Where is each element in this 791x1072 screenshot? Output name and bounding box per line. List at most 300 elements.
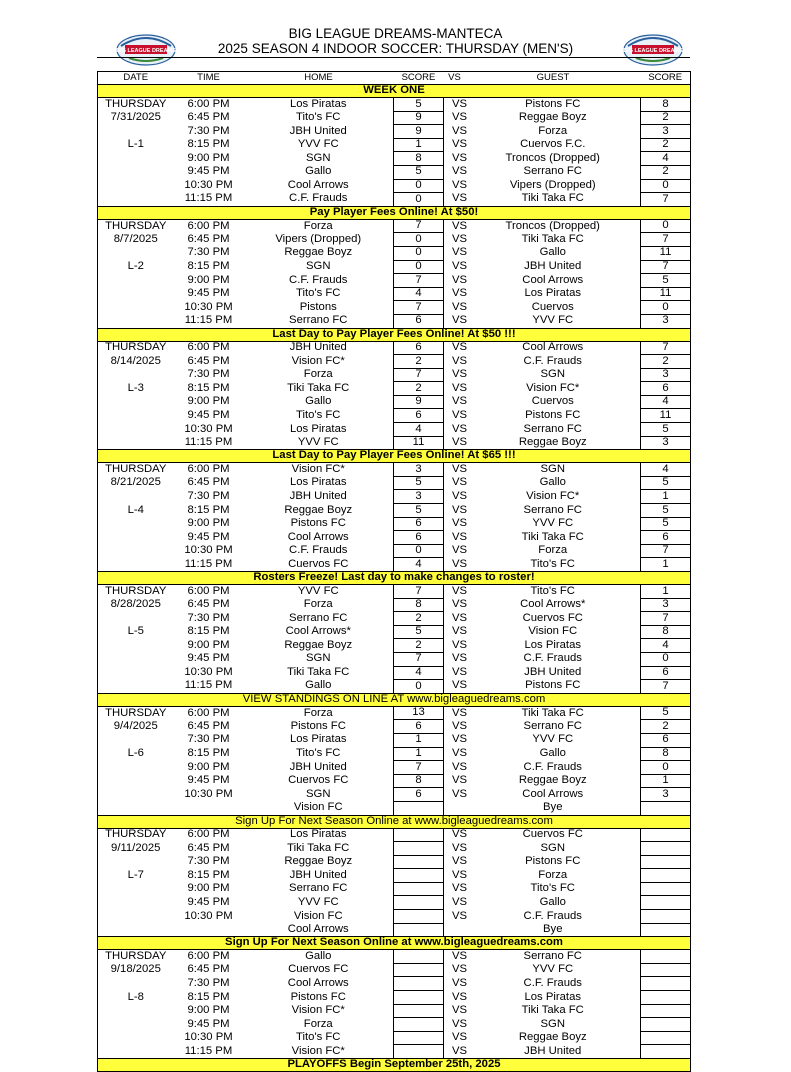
versus-label: VS (452, 408, 468, 421)
game-time: 6:00 PM (187, 950, 230, 962)
home-score: 5 (394, 165, 444, 179)
game-row (98, 639, 691, 653)
banner-row (98, 206, 691, 219)
guest-team: C.F. Frauds (523, 354, 582, 367)
home-team: Forza (303, 1017, 333, 1030)
game-time: 9:45 PM (187, 1017, 230, 1030)
guest-team: Tiki Taka FC (521, 192, 584, 205)
col-header-home: HOME (244, 72, 394, 85)
week-code: L-4 (98, 504, 174, 518)
versus-label: VS (452, 476, 468, 489)
game-time: 10:30 PM (184, 787, 233, 800)
game-row (98, 706, 691, 720)
game-time: 10:30 PM (184, 179, 233, 192)
versus-label: VS (452, 544, 468, 557)
game-row (98, 436, 691, 450)
section-banner: Sign Up For Next Season Online at www.bigleaguedreams.com (98, 937, 691, 950)
guest-team: Gallo (539, 747, 566, 760)
guest-team: Pistons FC (525, 855, 581, 868)
game-row (98, 179, 691, 193)
guest-score (641, 842, 691, 856)
home-team: Reggae Boyz (284, 855, 353, 868)
home-score (394, 1031, 444, 1045)
guest-team: JBH United (524, 260, 582, 273)
game-row (98, 490, 691, 504)
game-row (98, 855, 691, 869)
game-time: 6:45 PM (187, 598, 230, 611)
versus-label: VS (452, 97, 468, 110)
home-score: 7 (394, 761, 444, 775)
date-cell (98, 774, 174, 788)
guest-score: 7 (641, 260, 691, 274)
home-team: Pistons FC (290, 517, 346, 530)
guest-team: Serrano FC (523, 422, 582, 435)
game-row (98, 747, 691, 761)
versus-label: VS (452, 517, 468, 530)
col-header-time: TIME (174, 72, 244, 85)
home-team: Cool Arrows (287, 179, 349, 192)
game-row (98, 882, 691, 896)
guest-score: 7 (641, 680, 691, 694)
guest-team: SGN (540, 841, 565, 854)
guest-score: 7 (641, 233, 691, 247)
game-row (98, 625, 691, 639)
home-score: 7 (394, 219, 444, 233)
home-score: 5 (394, 625, 444, 639)
home-team: YVV FC (297, 435, 339, 448)
date-cell (98, 977, 174, 991)
versus-label: VS (452, 260, 468, 273)
home-team: SGN (306, 787, 331, 800)
game-time: 9:00 PM (187, 1004, 230, 1017)
game-row (98, 612, 691, 626)
game-date: 8/7/2025 (98, 233, 174, 247)
guest-score: 2 (641, 111, 691, 125)
home-team: YVV FC (297, 584, 339, 597)
home-score: 6 (394, 531, 444, 545)
versus-label: VS (452, 138, 468, 151)
guest-team: Los Piratas (524, 990, 581, 1003)
home-team: C.F. Frauds (289, 192, 348, 205)
versus-label: VS (452, 868, 468, 881)
guest-team: SGN (540, 463, 565, 475)
home-score: 0 (394, 233, 444, 247)
guest-team: JBH United (524, 666, 582, 679)
game-time: 11:15 PM (184, 314, 233, 327)
home-score: 11 (394, 436, 444, 450)
versus-label: VS (452, 111, 468, 124)
versus-label: VS (452, 679, 468, 692)
versus-label: VS (452, 246, 468, 259)
game-time: 7:30 PM (187, 246, 230, 259)
game-row (98, 125, 691, 139)
home-team: Cuervos FC (288, 774, 349, 787)
section-banner: VIEW STANDINGS ON LINE AT www.bigleaguedreams.com (98, 693, 691, 706)
guest-score: 5 (641, 423, 691, 437)
game-row (98, 287, 691, 301)
game-time: 7:30 PM (187, 611, 230, 624)
guest-team: Tito's FC (530, 584, 575, 597)
section-banner: Pay Player Fees Online! At $50! (98, 206, 691, 219)
banner-row (98, 328, 691, 341)
guest-score: 0 (641, 301, 691, 315)
home-score: 6 (394, 341, 444, 355)
guest-score: 3 (641, 368, 691, 382)
versus-label: VS (452, 354, 468, 367)
home-team: Cool Arrows (287, 922, 349, 935)
versus-label: VS (452, 598, 468, 611)
home-team: Tito's FC (296, 408, 341, 421)
game-date: 9/4/2025 (98, 720, 174, 734)
game-time: 11:15 PM (184, 557, 233, 570)
guest-team: YVV FC (532, 517, 574, 530)
game-row (98, 896, 691, 910)
home-team: Reggae Boyz (284, 246, 353, 259)
guest-team: Cool Arrows (522, 787, 584, 800)
versus-label: VS (452, 1031, 468, 1044)
game-time: 7:30 PM (187, 489, 230, 502)
guest-score: 7 (641, 612, 691, 626)
home-score: 1 (394, 138, 444, 152)
game-time: 7:30 PM (187, 976, 230, 989)
guest-team: Serrano FC (523, 165, 582, 178)
home-team: Reggae Boyz (284, 638, 353, 651)
home-score: 4 (394, 666, 444, 680)
guest-team: Vision FC* (526, 489, 580, 502)
home-team: SGN (306, 652, 331, 665)
col-header-vs: VS (444, 72, 466, 85)
game-time: 11:15 PM (184, 192, 233, 205)
home-score: 6 (394, 314, 444, 328)
game-row (98, 395, 691, 409)
home-score: 2 (394, 355, 444, 369)
versus-label: VS (452, 990, 468, 1003)
guest-team: Bye (543, 801, 563, 814)
date-cell (98, 1045, 174, 1059)
game-row (98, 463, 691, 477)
guest-team: Gallo (539, 895, 566, 908)
banner-row (98, 450, 691, 463)
week-code: L-1 (98, 138, 174, 152)
guest-team: Vision FC (528, 625, 578, 638)
guest-team: Tiki Taka FC (521, 706, 584, 719)
game-time: 6:45 PM (187, 963, 230, 976)
guest-score (641, 855, 691, 869)
home-team: Vision FC* (291, 354, 345, 367)
game-row (98, 260, 691, 274)
home-score: 6 (394, 788, 444, 802)
guest-score: 2 (641, 165, 691, 179)
game-time: 10:30 PM (184, 909, 233, 922)
banner-row (98, 693, 691, 706)
home-score: 7 (394, 585, 444, 599)
versus-label: VS (452, 652, 468, 665)
date-cell (98, 193, 174, 207)
home-score (394, 910, 444, 924)
home-score: 9 (394, 125, 444, 139)
home-team: Cool Arrows* (285, 625, 351, 638)
game-row (98, 341, 691, 355)
game-row (98, 666, 691, 680)
guest-team: Serrano FC (523, 719, 582, 732)
date-cell (98, 855, 174, 869)
game-row (98, 869, 691, 883)
versus-label: VS (452, 287, 468, 300)
game-time: 6:00 PM (187, 97, 230, 110)
versus-label (444, 923, 466, 937)
guest-team: Reggae Boyz (518, 1031, 587, 1044)
versus-label: VS (452, 530, 468, 543)
game-row (98, 598, 691, 612)
home-team: Los Piratas (289, 733, 347, 746)
guest-team: Forza (538, 544, 568, 557)
guest-score (641, 869, 691, 883)
guest-score (641, 801, 691, 815)
game-row (98, 680, 691, 694)
versus-label: VS (452, 1004, 468, 1017)
guest-team: Serrano FC (523, 950, 582, 962)
guest-team: YVV FC (532, 314, 574, 327)
game-time: 9:45 PM (187, 774, 230, 787)
game-row (98, 314, 691, 328)
section-banner: Last Day to Pay Player Fees Online! At $65 !!! (98, 450, 691, 463)
versus-label: VS (452, 179, 468, 192)
game-row (98, 111, 691, 125)
game-row (98, 558, 691, 572)
section-banner: WEEK ONE (98, 85, 691, 98)
page-title: BIG LEAGUE DREAMS-MANTECA (288, 26, 503, 41)
home-team: Los Piratas (289, 97, 347, 110)
home-team: Vision FC* (291, 463, 345, 475)
home-team: Pistons (299, 300, 337, 313)
game-time: 6:00 PM (187, 219, 230, 232)
guest-team: Troncos (Dropped) (505, 219, 600, 232)
home-score (394, 963, 444, 977)
guest-team: Reggae Boyz (518, 111, 587, 124)
guest-score: 4 (641, 152, 691, 166)
versus-label: VS (452, 733, 468, 746)
date-cell (98, 680, 174, 694)
guest-score: 2 (641, 355, 691, 369)
guest-team: YVV FC (532, 963, 574, 976)
versus-label: VS (452, 774, 468, 787)
day-label: THURSDAY (98, 706, 174, 720)
guest-score (641, 1004, 691, 1018)
home-score: 0 (394, 179, 444, 193)
guest-score: 2 (641, 720, 691, 734)
guest-score (641, 896, 691, 910)
guest-score: 11 (641, 287, 691, 301)
game-row (98, 1018, 691, 1032)
game-date: 8/14/2025 (98, 355, 174, 369)
home-score (394, 950, 444, 964)
guest-score: 11 (641, 246, 691, 260)
home-team: Vision FC* (291, 1004, 345, 1017)
guest-team: C.F. Frauds (523, 652, 582, 665)
guest-score: 5 (641, 476, 691, 490)
home-team: Serrano FC (289, 314, 348, 327)
date-cell (98, 152, 174, 166)
home-score: 8 (394, 152, 444, 166)
home-team: Cuervos FC (288, 557, 349, 570)
home-team: Serrano FC (289, 882, 348, 895)
date-cell (98, 246, 174, 260)
versus-label: VS (452, 828, 468, 841)
home-score (394, 828, 444, 842)
home-score (394, 882, 444, 896)
home-team: Gallo (305, 950, 332, 962)
home-team: C.F. Frauds (289, 273, 348, 286)
versus-label: VS (452, 1017, 468, 1030)
guest-team: Pistons FC (525, 408, 581, 421)
guest-team: C.F. Frauds (523, 909, 582, 922)
game-row (98, 504, 691, 518)
versus-label: VS (452, 625, 468, 638)
game-time: 9:00 PM (187, 638, 230, 651)
guest-team: Los Piratas (524, 287, 581, 300)
guest-score: 4 (641, 463, 691, 477)
guest-score (641, 882, 691, 896)
guest-team: Tito's FC (530, 882, 575, 895)
home-team: Tito's FC (296, 111, 341, 124)
home-score: 0 (394, 260, 444, 274)
game-row (98, 138, 691, 152)
game-row (98, 1004, 691, 1018)
game-time: 9:00 PM (187, 395, 230, 408)
guest-score (641, 1045, 691, 1059)
home-team: Tito's FC (296, 1031, 341, 1044)
home-score: 1 (394, 733, 444, 747)
date-cell (98, 788, 174, 802)
game-row (98, 98, 691, 112)
title-divider (97, 57, 690, 58)
home-team: Forza (303, 368, 333, 381)
game-time: 10:30 PM (184, 544, 233, 557)
game-time: 11:15 PM (174, 1045, 244, 1059)
date-cell (98, 490, 174, 504)
game-date: 8/28/2025 (98, 598, 174, 612)
home-team: SGN (306, 260, 331, 273)
guest-score (641, 991, 691, 1005)
versus-label: VS (452, 963, 468, 976)
home-team: SGN (306, 151, 331, 164)
home-team: JBH United (289, 341, 347, 354)
home-score: 8 (394, 774, 444, 788)
date-cell (98, 1018, 174, 1032)
home-team: Gallo (305, 165, 332, 178)
game-row (98, 585, 691, 599)
game-row (98, 409, 691, 423)
guest-score: 5 (641, 517, 691, 531)
section-banner: PLAYOFFS Begin September 25th, 2025 (98, 1059, 691, 1072)
versus-label: VS (452, 706, 468, 719)
date-cell (98, 1004, 174, 1018)
home-score: 1 (394, 747, 444, 761)
home-team: YVV FC (297, 138, 339, 151)
versus-label: VS (452, 300, 468, 313)
home-score (394, 923, 444, 937)
page-subtitle: 2025 SEASON 4 INDOOR SOCCER: THURSDAY (MEN'S) (217, 41, 574, 56)
guest-score (641, 910, 691, 924)
section-banner: Last Day to Pay Player Fees Online! At $50 !!! (98, 328, 691, 341)
versus-label: VS (452, 219, 468, 232)
versus-label: VS (452, 341, 468, 354)
versus-label: VS (452, 841, 468, 854)
game-date: 9/18/2025 (98, 963, 174, 977)
versus-label: VS (452, 855, 468, 868)
game-time: 7:30 PM (187, 733, 230, 746)
versus-label: VS (452, 232, 468, 245)
guest-team: Reggae Boyz (518, 774, 587, 787)
home-team: Serrano FC (289, 611, 348, 624)
guest-score: 7 (641, 193, 691, 207)
date-cell (98, 409, 174, 423)
versus-label: VS (452, 747, 468, 760)
date-cell (98, 395, 174, 409)
game-time: 7:30 PM (187, 124, 230, 137)
game-date: 7/31/2025 (98, 111, 174, 125)
game-time: 8:15 PM (187, 868, 230, 881)
guest-score: 8 (641, 98, 691, 112)
game-time: 6:00 PM (187, 341, 230, 354)
game-row (98, 219, 691, 233)
game-time (174, 801, 244, 815)
guest-team: Cuervos FC (522, 828, 583, 841)
versus-label: VS (452, 976, 468, 989)
date-cell (98, 287, 174, 301)
home-score: 6 (394, 720, 444, 734)
home-team: Tito's FC (296, 287, 341, 300)
guest-team: Cool Arrows* (520, 598, 586, 611)
home-team: Tiki Taka FC (287, 381, 350, 394)
date-cell (98, 301, 174, 315)
home-score: 2 (394, 612, 444, 626)
versus-label: VS (452, 666, 468, 679)
home-team: Cuervos FC (288, 963, 349, 976)
guest-team: Tiki Taka FC (521, 530, 584, 543)
game-time: 8:15 PM (187, 625, 230, 638)
guest-score: 6 (641, 382, 691, 396)
game-row (98, 531, 691, 545)
game-time: 7:30 PM (187, 368, 230, 381)
game-time: 9:45 PM (187, 652, 230, 665)
home-team: Cool Arrows (287, 530, 349, 543)
guest-score: 5 (641, 274, 691, 288)
date-cell (98, 531, 174, 545)
date-cell (98, 801, 174, 815)
home-score: 5 (394, 504, 444, 518)
versus-label: VS (452, 503, 468, 516)
day-label: THURSDAY (98, 950, 174, 964)
col-header-score: SCORE (394, 72, 444, 85)
game-row (98, 233, 691, 247)
week-code: L-3 (98, 382, 174, 396)
versus-label: VS (452, 151, 468, 164)
guest-score (641, 1018, 691, 1032)
home-score: 5 (394, 98, 444, 112)
game-time: 6:45 PM (187, 476, 230, 489)
home-score: 3 (394, 490, 444, 504)
home-score (394, 842, 444, 856)
date-cell (98, 923, 174, 937)
day-label: THURSDAY (98, 219, 174, 233)
banner-row (98, 815, 691, 828)
home-team: Vision FC (293, 801, 343, 814)
guest-team: Tiki Taka FC (521, 1004, 584, 1017)
home-score: 5 (394, 476, 444, 490)
game-row (98, 1045, 691, 1059)
versus-label: VS (452, 760, 468, 773)
